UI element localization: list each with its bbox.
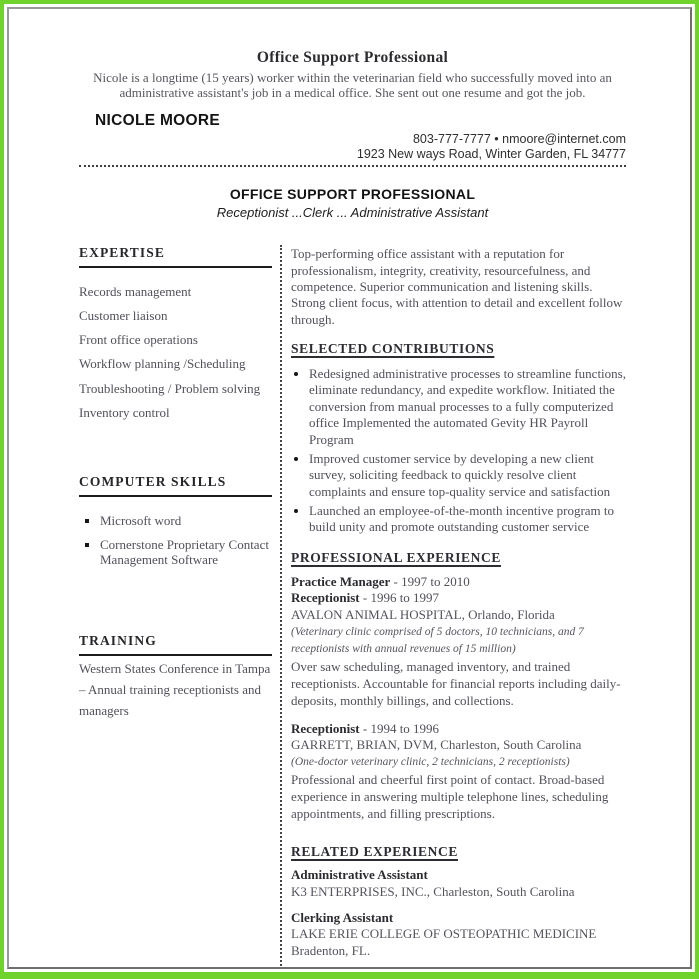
headline-title: OFFICE SUPPORT PROFESSIONAL [229,186,476,203]
computer-skills-section [79,474,272,567]
dotted-divider [79,165,626,167]
expertise-item: Records management [79,284,192,300]
contact-address: 1923 New ways Road, Winter Garden, FL 34777 [356,146,626,161]
expertise-item: Front office operations [79,332,198,348]
expertise-item: Inventory control [79,404,170,420]
training-section [79,633,272,721]
related-entry [291,910,626,960]
contributions-heading: SELECTED CONTRIBUTIONS [291,341,495,357]
resume-page [7,7,692,969]
job-company: AVALON ANIMAL HOSPITAL, Orlando, Florida [291,607,555,623]
expertise-item: Customer liaison [79,308,168,324]
contribution-text: Launched an employee-of-the-month incentive program to build unity and promote outstanding customer service [309,503,615,535]
related-entry-company: K3 ENTERPRISES, INC., Charleston, South Carolina [291,883,575,899]
job-role-line [291,574,626,591]
job-role-title: Receptionist [291,590,360,606]
job-role-dates: - 1994 to 1996 [359,720,440,736]
expertise-item: Troubleshooting / Problem solving [79,380,261,396]
document-title: Office Support Professional [256,49,449,66]
job-role-dates: - 1997 to 2010 [390,573,470,589]
job-description: Professional and cheerful first point of contact. Broad-based experience in answering multiple telephone lines, scheduling appointments, and filling prescriptions. [291,772,609,822]
contribution-item [309,366,626,448]
computer-skill-text: Cornerstone Proprietary Contact Management Software [100,536,269,567]
computer-skill-item [100,513,272,528]
contribution-text: Redesigned administrative processes to streamline functions, eliminate redundancy, and expedite workflow. Initiated the conversion from manual processes to a fully computerized office Implemented the automated Gevity HR Payroll Program [309,366,626,447]
page-margin [4,4,695,972]
computer-skills-list [79,513,272,567]
job-note: (Veterinary clinic comprised of 5 doctors, 10 technicians, and 7 receptionists with annual revenues of 15 million) [291,625,584,655]
summary-paragraph: Top-performing office assistant with a reputation for professionalism, integrity, creativity, resourcefulness, and competence. Superior communication and listening skills. Strong client focus, with attention to detail and excellent follow through. [291,246,623,327]
headline-subtitle: Receptionist ...Clerk ... Administrative Assistant [216,205,489,221]
job-entry [291,721,626,823]
job-role-title: Practice Manager [291,573,391,589]
job-description: Over saw scheduling, managed inventory, and trained receptionists. Accountable for financial reports including daily-deposits, monthly billings, and collections. [291,659,621,708]
expertise-item: Workflow planning /Scheduling [79,356,246,372]
job-role-dates: - 1996 to 1997 [359,590,440,606]
contributions-list [291,366,626,536]
job-role-line [291,590,626,607]
job-role-title: Receptionist [291,720,360,736]
computer-skill-item [100,537,272,568]
related-entry-company: LAKE ERIE COLLEGE OF OSTEOPATHIC MEDICINE [291,926,597,942]
related-entry [291,867,626,901]
training-text: Western States Conference in Tampa – Annual training receptionists and managers [79,661,271,718]
related-experience-heading: RELATED EXPERIENCE [291,844,458,859]
sidebar [79,245,280,969]
contribution-text: Improved customer service by developing a new client survey, soliciting feedback to quickly resolve client complaints and ensure top-quality service and satisfaction [309,450,611,499]
job-role-line [291,721,626,738]
related-entry-title: Clerking Assistant [291,909,394,925]
candidate-name: NICOLE MOORE [95,111,221,129]
contribution-item [309,503,626,536]
job-entry [291,574,626,710]
training-heading: TRAINING [79,633,272,656]
computer-skills-heading: COMPUTER SKILLS [79,474,272,497]
contact-phone-email: 803-777-7777 • nmoore@internet.com [412,131,626,146]
columns [79,245,626,969]
expertise-section [79,245,272,420]
expertise-heading: EXPERTISE [79,245,272,268]
contact-block [79,132,626,163]
headline-block [79,186,626,220]
related-entry-location: Bradenton, FL. [291,943,371,959]
computer-skill-text: Microsoft word [100,513,182,529]
contribution-item [309,451,626,500]
job-company: GARRETT, BRIAN, DVM, Charleston, South Carolina [291,737,582,753]
job-note: (One-doctor veterinary clinic, 2 technicians, 2 receptionists) [291,756,570,769]
related-entry-title: Administrative Assistant [291,867,428,882]
experience-heading: PROFESSIONAL EXPERIENCE [291,549,501,565]
main-content [280,245,626,969]
intro-note: Nicole is a longtime (15 years) worker within the veterinarian field who successfully moved into an administrative assistant's job in a medical office. She sent out one resume and got the job. [93,70,612,101]
